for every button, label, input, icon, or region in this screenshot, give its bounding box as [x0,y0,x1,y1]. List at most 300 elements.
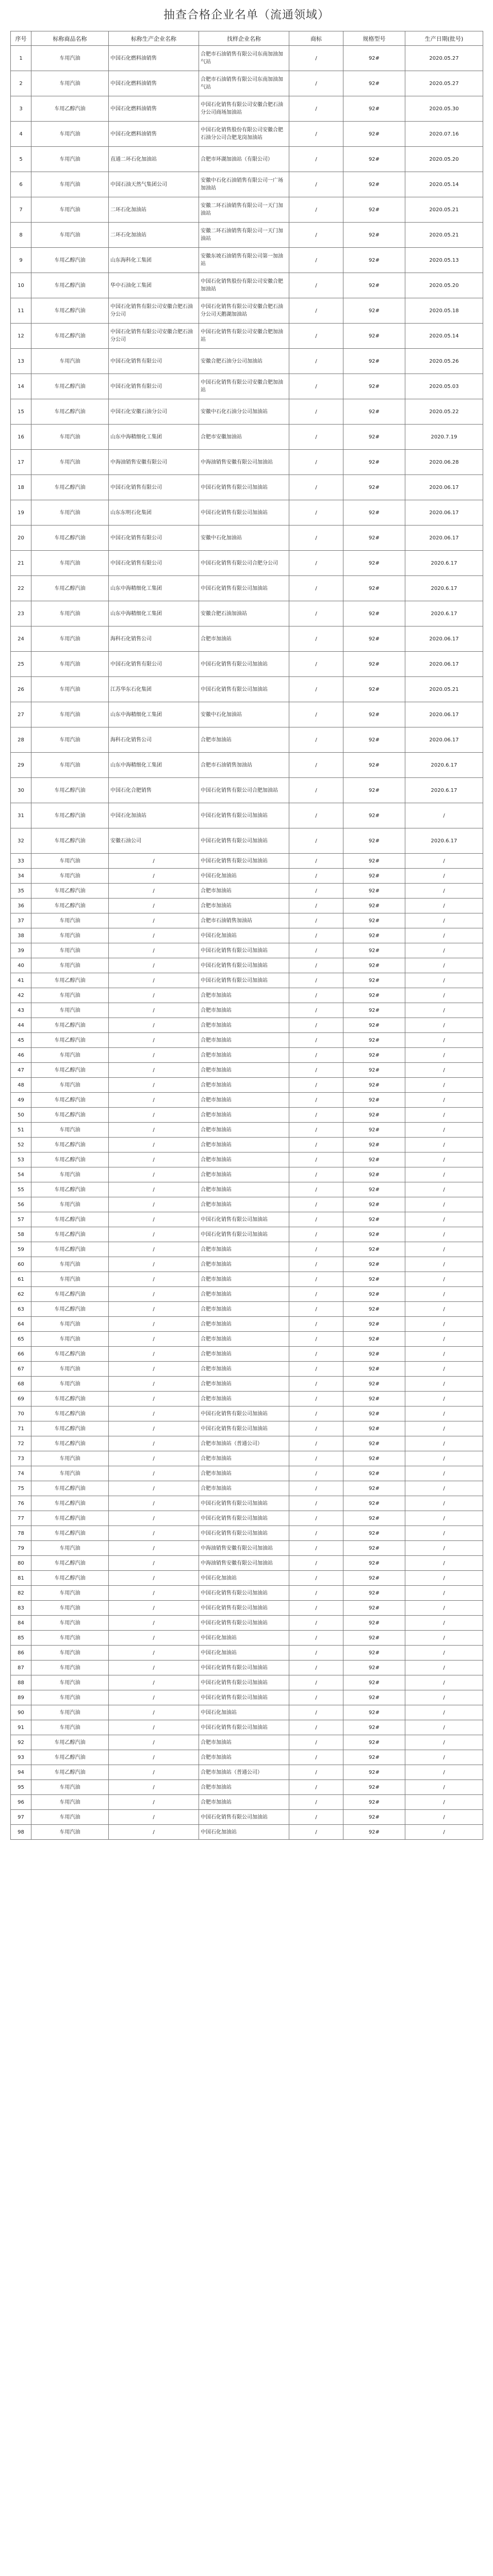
cell-index: 97 [11,1810,31,1825]
cell-index: 71 [11,1421,31,1436]
table-row [11,1377,483,1392]
header-cell-sampled-company: 找样企业名称 [199,31,289,46]
page-title: 抽查合格企业名单（流通领域） [163,9,330,22]
cell-spec: 92# [343,803,405,828]
cell-production-date: / [405,1556,483,1571]
cell-index: 46 [11,1048,31,1063]
cell-product: 车用乙醇汽油 [31,884,109,899]
cell-product: 车用汽油 [31,71,109,96]
cell-manufacturer: 中国石化安徽石油分公司 [109,399,199,425]
cell-production-date: 2020.06.17 [405,702,483,727]
cell-production-date: 2020.05.27 [405,46,483,71]
cell-manufacturer: / [109,1302,199,1317]
cell-sampled-company: 合肥市加油站 [199,1735,289,1750]
cell-trademark: / [289,1018,343,1033]
table-row [11,1332,483,1347]
cell-manufacturer: 中国石化销售有限公司 [109,652,199,677]
cell-manufacturer: / [109,1451,199,1466]
cell-production-date: / [405,1466,483,1481]
table-row [11,223,483,248]
cell-spec: 92# [343,869,405,884]
cell-sampled-company: 中国石化销售有限公司加油站 [199,1421,289,1436]
cell-index: 42 [11,988,31,1003]
cell-manufacturer: / [109,1795,199,1810]
cell-production-date: / [405,1123,483,1138]
cell-product: 车用汽油 [31,450,109,475]
cell-manufacturer: / [109,1212,199,1227]
cell-sampled-company: 合肥市加油站 [199,988,289,1003]
cell-trademark: / [289,1063,343,1078]
cell-trademark: / [289,1153,343,1167]
table-row [11,1048,483,1063]
cell-manufacturer: 中国石化销售有限公司 [109,526,199,551]
cell-sampled-company: 安徽合肥石油分公司加油站 [199,349,289,374]
cell-production-date: / [405,1586,483,1601]
cell-trademark: / [289,1660,343,1675]
cell-sampled-company: 中国石化销售股份有限公司安徽合肥加油站 [199,273,289,298]
cell-spec: 92# [343,1526,405,1541]
cell-trademark: / [289,96,343,122]
cell-trademark: / [289,1182,343,1197]
table-row [11,884,483,899]
header-cell-production-date: 生产日期(批号) [405,31,483,46]
cell-product: 车用汽油 [31,425,109,450]
cell-spec: 92# [343,46,405,71]
cell-index: 34 [11,869,31,884]
cell-index: 24 [11,626,31,652]
cell-index: 36 [11,899,31,913]
cell-spec: 92# [343,1750,405,1765]
table-row [11,702,483,727]
cell-manufacturer: 华中石油化工集团 [109,273,199,298]
cell-trademark: / [289,884,343,899]
table-header [11,31,483,46]
cell-manufacturer: / [109,1317,199,1332]
cell-product: 车用汽油 [31,1377,109,1392]
cell-sampled-company: 合肥市加油站 [199,1018,289,1033]
cell-spec: 92# [343,958,405,973]
cell-product: 车用乙醇汽油 [31,526,109,551]
cell-trademark: / [289,1138,343,1153]
cell-product: 车用汽油 [31,727,109,753]
cell-manufacturer: / [109,1197,199,1212]
cell-spec: 92# [343,727,405,753]
cell-product: 车用汽油 [31,1197,109,1212]
cell-trademark: / [289,1257,343,1272]
cell-manufacturer: / [109,1690,199,1705]
cell-production-date: / [405,1003,483,1018]
cell-manufacturer: / [109,1033,199,1048]
cell-spec: 92# [343,576,405,601]
cell-production-date: / [405,1227,483,1242]
cell-trademark: / [289,1332,343,1347]
cell-manufacturer: / [109,1496,199,1511]
cell-product: 车用乙醇汽油 [31,973,109,988]
cell-spec: 92# [343,601,405,626]
cell-product: 车用乙醇汽油 [31,1347,109,1362]
cell-trademark: / [289,1646,343,1660]
cell-production-date: 2020.7.19 [405,425,483,450]
cell-manufacturer: 中国石化加油站 [109,803,199,828]
cell-spec: 92# [343,1571,405,1586]
cell-index: 62 [11,1287,31,1302]
cell-index: 51 [11,1123,31,1138]
cell-production-date: / [405,928,483,943]
table-row [11,1317,483,1332]
cell-index: 89 [11,1690,31,1705]
cell-manufacturer: 江苏华东石化集团 [109,677,199,702]
cell-manufacturer: 中国石化合肥销售 [109,778,199,803]
table-row [11,1810,483,1825]
cell-trademark: / [289,1466,343,1481]
cell-manufacturer: / [109,1646,199,1660]
table-row [11,854,483,869]
cell-sampled-company: 合肥市加油站 [199,884,289,899]
cell-manufacturer: / [109,1048,199,1063]
cell-spec: 92# [343,551,405,576]
cell-sampled-company: 合肥市加油站 [199,1272,289,1287]
cell-sampled-company: 中国石化销售有限公司加油站 [199,677,289,702]
table-row [11,913,483,928]
cell-manufacturer: 山东海科化工集团 [109,248,199,273]
table-row [11,1182,483,1197]
cell-manufacturer: / [109,943,199,958]
cell-spec: 92# [343,1242,405,1257]
cell-production-date: / [405,1825,483,1840]
cell-trademark: / [289,1436,343,1451]
cell-trademark: / [289,913,343,928]
cell-sampled-company: 中国石化销售有限公司加油站 [199,958,289,973]
header-cell-spec: 规格型号 [343,31,405,46]
cell-production-date: / [405,1272,483,1287]
cell-trademark: / [289,1541,343,1556]
cell-trademark: / [289,677,343,702]
cell-index: 8 [11,223,31,248]
cell-spec: 92# [343,147,405,172]
cell-trademark: / [289,869,343,884]
cell-production-date: 2020.05.30 [405,96,483,122]
cell-production-date: 2020.05.27 [405,71,483,96]
cell-index: 72 [11,1436,31,1451]
cell-trademark: / [289,1392,343,1406]
cell-product: 车用汽油 [31,1048,109,1063]
cell-spec: 92# [343,1093,405,1108]
cell-product: 车用汽油 [31,1810,109,1825]
cell-trademark: / [289,1123,343,1138]
cell-product: 车用汽油 [31,197,109,223]
cell-manufacturer: 山东中海精细化工集团 [109,702,199,727]
cell-manufacturer: / [109,1347,199,1362]
cell-spec: 92# [343,1511,405,1526]
cell-product: 车用乙醇汽油 [31,1735,109,1750]
table-row [11,1601,483,1616]
cell-index: 77 [11,1511,31,1526]
table-row [11,1003,483,1018]
cell-product: 车用乙醇汽油 [31,324,109,349]
cell-index: 58 [11,1227,31,1242]
cell-index: 87 [11,1660,31,1675]
cell-index: 19 [11,500,31,526]
header-cell-trademark: 商标 [289,31,343,46]
cell-product: 车用汽油 [31,1780,109,1795]
cell-trademark: / [289,349,343,374]
cell-product: 车用乙醇汽油 [31,576,109,601]
cell-manufacturer: 山东中海精细化工集团 [109,601,199,626]
cell-index: 21 [11,551,31,576]
cell-production-date: / [405,1377,483,1392]
cell-index: 86 [11,1646,31,1660]
cell-production-date: 2020.06.17 [405,652,483,677]
table-row [11,399,483,425]
cell-product: 车用汽油 [31,147,109,172]
cell-index: 84 [11,1616,31,1631]
cell-sampled-company: 中国石化销售有限公司加油站 [199,1690,289,1705]
cell-index: 7 [11,197,31,223]
cell-sampled-company: 合肥市加油站 [199,1242,289,1257]
cell-spec: 92# [343,399,405,425]
cell-manufacturer: 山东中海精细化工集团 [109,753,199,778]
table-row [11,1690,483,1705]
cell-index: 88 [11,1675,31,1690]
cell-manufacturer: / [109,1586,199,1601]
table-row [11,1063,483,1078]
cell-trademark: / [289,1496,343,1511]
cell-manufacturer: / [109,1063,199,1078]
cell-sampled-company: 中国石化销售有限公司加油站 [199,1227,289,1242]
cell-production-date: / [405,1242,483,1257]
cell-product: 车用乙醇汽油 [31,1153,109,1167]
cell-spec: 92# [343,1227,405,1242]
cell-trademark: / [289,324,343,349]
cell-trademark: / [289,425,343,450]
table-row [11,1750,483,1765]
table-row [11,1138,483,1153]
cell-sampled-company: 合肥市石油销售加油站 [199,753,289,778]
cell-trademark: / [289,727,343,753]
table-row [11,828,483,854]
cell-sampled-company: 安徽合肥石油加油站 [199,601,289,626]
cell-index: 10 [11,273,31,298]
cell-trademark: / [289,854,343,869]
cell-manufacturer: / [109,1765,199,1780]
cell-manufacturer: 山东中海精细化工集团 [109,425,199,450]
cell-product: 车用汽油 [31,1586,109,1601]
cell-manufacturer: / [109,1242,199,1257]
table-row [11,526,483,551]
cell-spec: 92# [343,1810,405,1825]
header-cell-product: 标称商品名称 [31,31,109,46]
table-row [11,1795,483,1810]
cell-index: 50 [11,1108,31,1123]
cell-spec: 92# [343,1287,405,1302]
cell-index: 26 [11,677,31,702]
cell-sampled-company: 中国石化销售有限公司加油站 [199,1720,289,1735]
cell-product: 车用乙醇汽油 [31,1182,109,1197]
cell-production-date: 2020.6.17 [405,551,483,576]
table-row [11,1123,483,1138]
table-row [11,1646,483,1660]
cell-spec: 92# [343,652,405,677]
cell-production-date: / [405,1153,483,1167]
cell-spec: 92# [343,450,405,475]
table-row [11,1675,483,1690]
cell-production-date: / [405,1406,483,1421]
cell-manufacturer: 二环石化加油站 [109,223,199,248]
cell-sampled-company: 中国石化销售有限公司合肥加油站 [199,778,289,803]
cell-production-date: / [405,1795,483,1810]
cell-product: 车用汽油 [31,1003,109,1018]
table-row [11,1780,483,1795]
cell-manufacturer: / [109,1362,199,1377]
cell-spec: 92# [343,928,405,943]
cell-spec: 92# [343,349,405,374]
cell-spec: 92# [343,1616,405,1631]
cell-production-date: / [405,1018,483,1033]
cell-manufacturer: 中国石化销售有限公司 [109,551,199,576]
cell-production-date: / [405,1182,483,1197]
cell-sampled-company: 中国石化销售有限公司加油站 [199,1511,289,1526]
table-row [11,1257,483,1272]
cell-product: 车用乙醇汽油 [31,1242,109,1257]
cell-spec: 92# [343,778,405,803]
cell-production-date: / [405,1571,483,1586]
cell-sampled-company: 中国石化销售有限公司加油站 [199,1586,289,1601]
table-row [11,248,483,273]
cell-sampled-company: 中国石化销售有限公司加油站 [199,1496,289,1511]
cell-trademark: / [289,601,343,626]
cell-sampled-company: 中国石化销售有限公司加油站 [199,1660,289,1675]
cell-trademark: / [289,803,343,828]
cell-manufacturer: 海科石化销售公司 [109,727,199,753]
cell-spec: 92# [343,248,405,273]
cell-production-date: 2020.06.17 [405,526,483,551]
cell-trademark: / [289,1750,343,1765]
cell-sampled-company: 合肥市加油站 [199,1138,289,1153]
table-row [11,1705,483,1720]
cell-production-date: / [405,899,483,913]
cell-manufacturer: / [109,1616,199,1631]
cell-trademark: / [289,1705,343,1720]
cell-production-date: / [405,1167,483,1182]
cell-index: 92 [11,1735,31,1750]
cell-sampled-company: 合肥市加油站 [199,1780,289,1795]
cell-index: 85 [11,1631,31,1646]
cell-spec: 92# [343,1078,405,1093]
table-row [11,1167,483,1182]
cell-product: 车用汽油 [31,928,109,943]
cell-spec: 92# [343,1795,405,1810]
table-row [11,349,483,374]
cell-trademark: / [289,1616,343,1631]
cell-sampled-company: 中国石化销售有限公司安徽合肥加油站 [199,374,289,399]
cell-product: 车用汽油 [31,500,109,526]
table-row [11,652,483,677]
table-row [11,1197,483,1212]
cell-trademark: / [289,1093,343,1108]
cell-spec: 92# [343,273,405,298]
cell-sampled-company: 合肥市加油站 [199,1197,289,1212]
cell-index: 94 [11,1765,31,1780]
cell-production-date: / [405,973,483,988]
cell-trademark: / [289,1631,343,1646]
cell-product: 车用乙醇汽油 [31,1750,109,1765]
cell-spec: 92# [343,884,405,899]
cell-spec: 92# [343,1018,405,1033]
cell-index: 75 [11,1481,31,1496]
cell-spec: 92# [343,223,405,248]
table-row [11,500,483,526]
cell-product: 车用乙醇汽油 [31,475,109,500]
cell-spec: 92# [343,1660,405,1675]
table-row [11,1556,483,1571]
cell-product: 车用乙醇汽油 [31,1033,109,1048]
table-row [11,1541,483,1556]
cell-production-date: / [405,1332,483,1347]
cell-production-date: / [405,1048,483,1063]
cell-sampled-company: 合肥市加油站 [199,727,289,753]
cell-production-date: 2020.07.16 [405,122,483,147]
cell-production-date: / [405,1526,483,1541]
cell-production-date: / [405,1108,483,1123]
cell-spec: 92# [343,96,405,122]
cell-manufacturer: / [109,1018,199,1033]
cell-manufacturer: 直通二环石化加油站 [109,147,199,172]
cell-spec: 92# [343,500,405,526]
cell-sampled-company: 合肥市加油站 [199,1481,289,1496]
cell-production-date: / [405,1302,483,1317]
cell-sampled-company: 中国石化销售有限公司加油站 [199,1675,289,1690]
cell-production-date: 2020.05.20 [405,147,483,172]
cell-product: 车用汽油 [31,46,109,71]
table-row [11,273,483,298]
cell-trademark: / [289,46,343,71]
table-row [11,197,483,223]
cell-product: 车用乙醇汽油 [31,1556,109,1571]
cell-production-date: 2020.05.22 [405,399,483,425]
cell-manufacturer: 海科石化销售公司 [109,626,199,652]
cell-trademark: / [289,1362,343,1377]
cell-sampled-company: 中国石化销售有限公司加油站 [199,652,289,677]
table-row [11,1436,483,1451]
cell-production-date: / [405,1496,483,1511]
cell-spec: 92# [343,753,405,778]
cell-product: 车用汽油 [31,1317,109,1332]
table-row [11,928,483,943]
cell-sampled-company: 中国石化销售有限公司合肥分公司 [199,551,289,576]
cell-spec: 92# [343,1123,405,1138]
cell-sampled-company: 中国石化加油站 [199,928,289,943]
table-row [11,1571,483,1586]
cell-spec: 92# [343,172,405,197]
cell-trademark: / [289,1167,343,1182]
cell-manufacturer: 中国石化销售有限公司 [109,349,199,374]
cell-production-date: / [405,1436,483,1451]
table-row [11,1825,483,1840]
table-row [11,1720,483,1735]
cell-production-date: 2020.6.17 [405,601,483,626]
cell-index: 3 [11,96,31,122]
cell-spec: 92# [343,899,405,913]
cell-index: 32 [11,828,31,854]
cell-index: 16 [11,425,31,450]
cell-manufacturer: / [109,1138,199,1153]
cell-sampled-company: 中国石化销售有限公司加油站 [199,475,289,500]
cell-trademark: / [289,576,343,601]
cell-sampled-company: 中国石化销售有限公司安徽合肥加油站 [199,324,289,349]
cell-production-date: / [405,1392,483,1406]
cell-sampled-company: 中国石化销售有限公司加油站 [199,973,289,988]
table-row [11,973,483,988]
